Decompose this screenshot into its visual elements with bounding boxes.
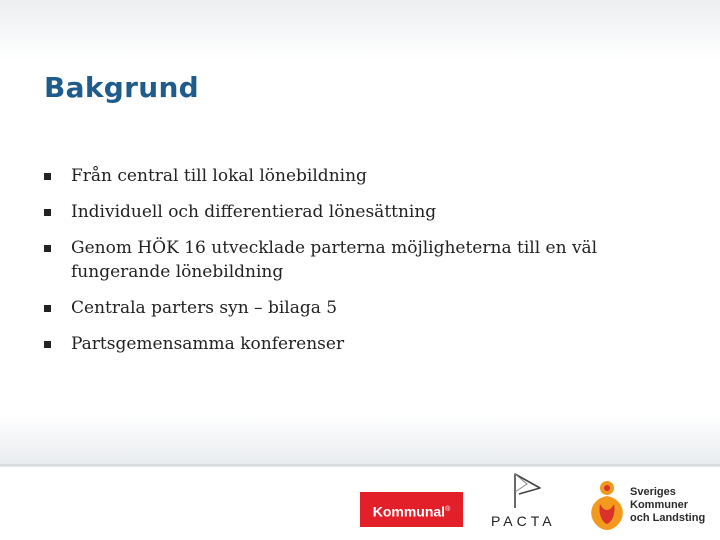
bullet-list <box>44 164 664 368</box>
bullet-text: Centrala parters syn – bilaga 5 <box>71 298 338 318</box>
pacta-logo-text: PACTA <box>491 513 556 529</box>
skl-line: Sveriges <box>630 486 676 498</box>
square-bullet-icon <box>44 305 51 312</box>
kommunal-logo-text: Kommunal <box>372 503 446 520</box>
skl-logo-text <box>630 486 705 525</box>
slide-title: Bakgrund <box>44 71 200 104</box>
footer-divider <box>0 464 720 466</box>
bullet-text: Från central till lokal lönebildning <box>71 166 367 186</box>
top-band <box>0 0 720 60</box>
bullet-item <box>44 164 664 188</box>
registered-mark: ® <box>445 506 451 513</box>
bullet-text: Genom HÖK 16 utvecklade parterna möjligheterna till en väl fungerande lönebildning <box>71 238 598 282</box>
bottom-band <box>0 415 720 467</box>
bullet-item <box>44 296 664 320</box>
kommunal-logo <box>360 492 463 527</box>
square-bullet-icon <box>44 209 51 216</box>
figure-logo-icon <box>586 478 628 532</box>
square-bullet-icon <box>44 173 51 180</box>
bullet-text: Partsgemensamma konferenser <box>71 334 345 354</box>
bullet-text: Individuell och differentierad lönesättning <box>71 202 437 222</box>
skl-line: Kommuner <box>630 499 689 511</box>
skl-line: och Landsting <box>630 512 706 524</box>
bullet-item <box>44 236 664 284</box>
flag-icon <box>510 472 544 510</box>
square-bullet-icon <box>44 245 51 252</box>
square-bullet-icon <box>44 341 51 348</box>
bullet-item <box>44 200 664 224</box>
bullet-item <box>44 332 664 356</box>
